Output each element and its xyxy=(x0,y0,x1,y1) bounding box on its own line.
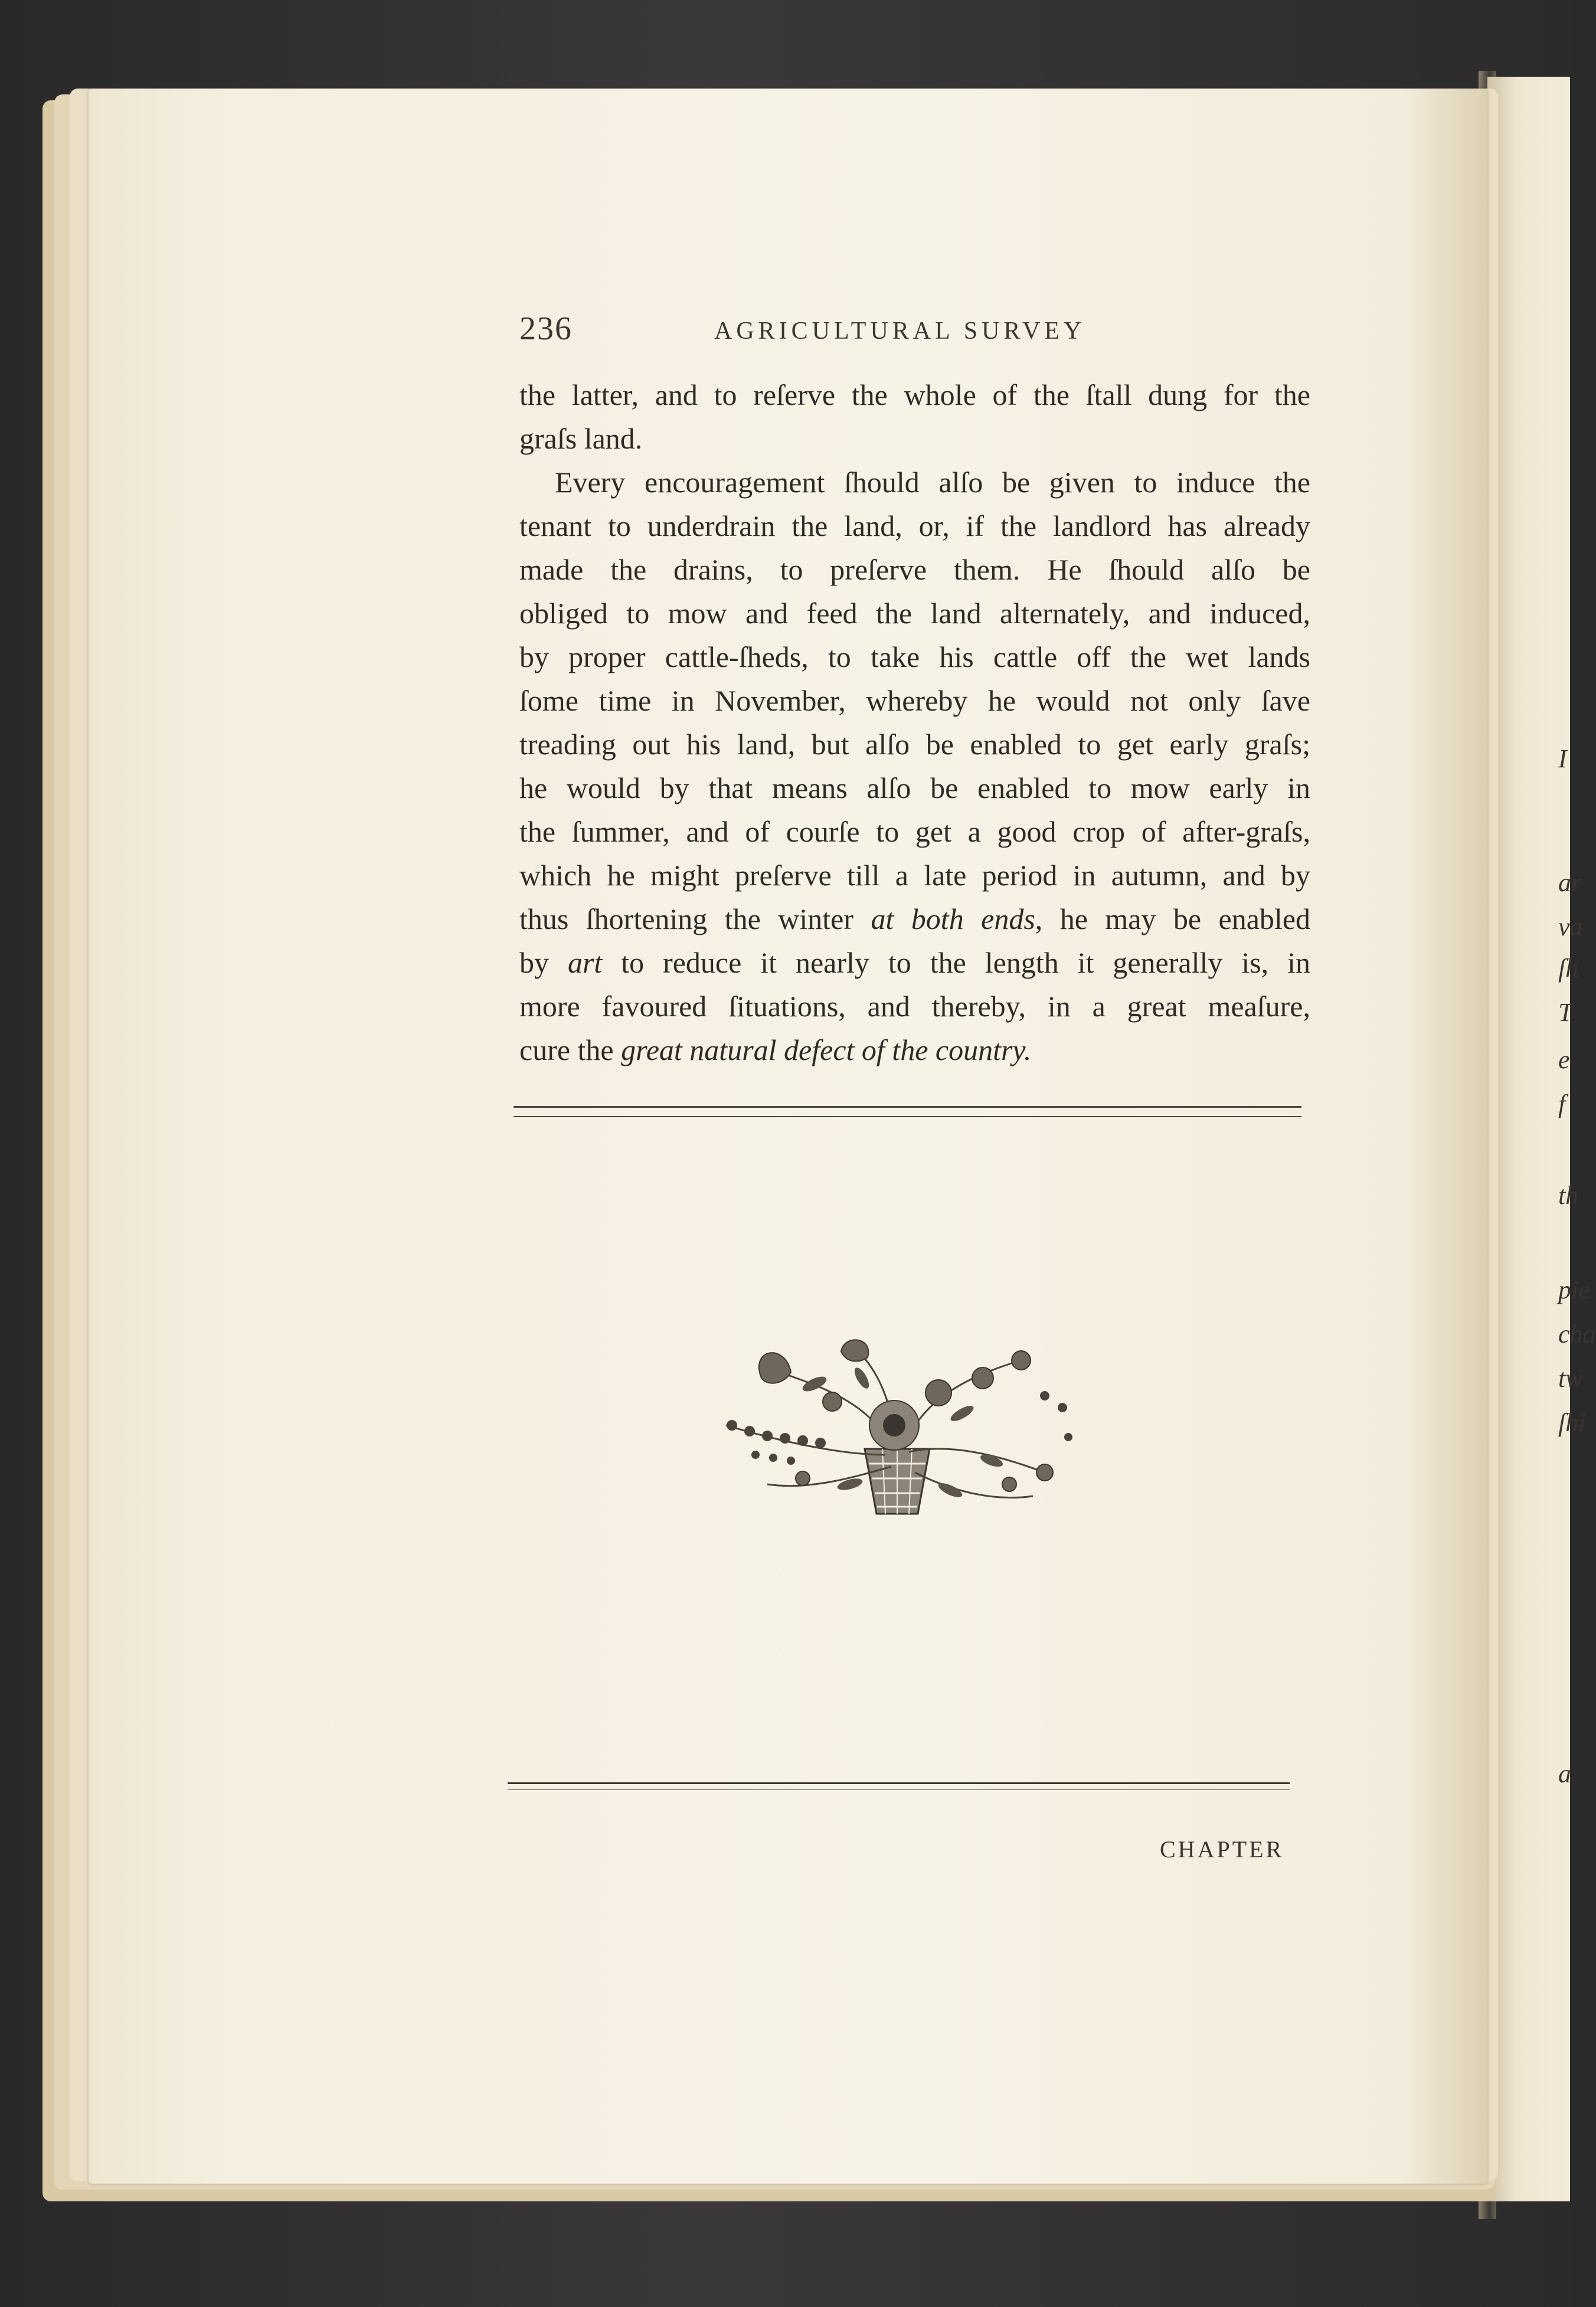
text-line: graſs land. xyxy=(519,422,643,455)
italic-run: great natural defect of the country. xyxy=(621,1033,1032,1066)
text-line: tenant to underdrain the land, or, if the landlord has already xyxy=(519,509,1310,542)
facing-fragment: a xyxy=(1558,1759,1571,1788)
text-line: made the drains, to preſerve them. He ſhould alſo be xyxy=(519,553,1310,586)
facing-fragment: I xyxy=(1558,744,1567,773)
running-head xyxy=(519,310,1310,357)
facing-fragment: pie xyxy=(1558,1275,1590,1304)
text-line xyxy=(519,941,1310,984)
text-line: by proper cattle-ſheds, to take his cattle off the wet lands xyxy=(519,640,1310,673)
text-line: the latter, and to reſerve the whole of the ſtall dung for the xyxy=(519,378,1310,411)
facing-fragment: T xyxy=(1558,998,1573,1027)
text-run: to reduce it nearly to the length it generally is, in xyxy=(602,946,1310,979)
text-line: obliged to mow and feed the land alternately, and induced, xyxy=(519,597,1310,630)
italic-run: art xyxy=(567,946,603,979)
text-line: ſome time in November, whereby he would not only ſave xyxy=(519,684,1310,717)
italic-run: at both ends xyxy=(871,902,1035,935)
bottom-rule-divider xyxy=(508,1782,1290,1790)
text-line: he would by that means alſo be enabled to mow early in xyxy=(519,771,1310,804)
text-line: treading out his land, but alſo be enabled to get early graſs; xyxy=(519,728,1310,761)
text-run: cure the xyxy=(519,1033,622,1066)
text-run: by xyxy=(519,946,568,979)
facing-fragment: ſhi xyxy=(1558,1408,1586,1437)
facing-fragment: va xyxy=(1558,912,1583,941)
facing-fragment: ar xyxy=(1558,868,1582,897)
flower-basket-ornament-icon xyxy=(714,1337,1080,1532)
text-line: more favoured ſituations, and thereby, in a great meaſure, xyxy=(519,990,1310,1023)
catchword: CHAPTER xyxy=(1160,1836,1284,1863)
text-line xyxy=(519,1028,1310,1072)
text-line xyxy=(519,897,1310,941)
text-line: which he might preſerve till a late period in autumn, and by xyxy=(519,859,1310,892)
text-run: thus ſhortening the winter xyxy=(519,902,871,935)
facing-fragment: th xyxy=(1558,1181,1579,1210)
text-run: , he may be enabled xyxy=(1035,902,1311,935)
facing-fragment: ſh xyxy=(1558,954,1579,983)
facing-fragment: cha xyxy=(1558,1320,1596,1349)
running-title: AGRICULTURAL SURVEY xyxy=(714,318,1086,345)
facing-fragment: tw xyxy=(1558,1364,1583,1393)
body-text xyxy=(519,373,1310,1072)
facing-fragment: f xyxy=(1558,1089,1566,1118)
facing-fragment: e xyxy=(1558,1045,1570,1074)
text-line: Every encouragement ſhould alſo be given to induce the xyxy=(555,466,1310,499)
text-line: the ſummer, and of courſe to get a good crop of after-graſs, xyxy=(519,815,1310,848)
double-rule-divider xyxy=(514,1106,1301,1117)
page-number: 236 xyxy=(519,310,573,347)
